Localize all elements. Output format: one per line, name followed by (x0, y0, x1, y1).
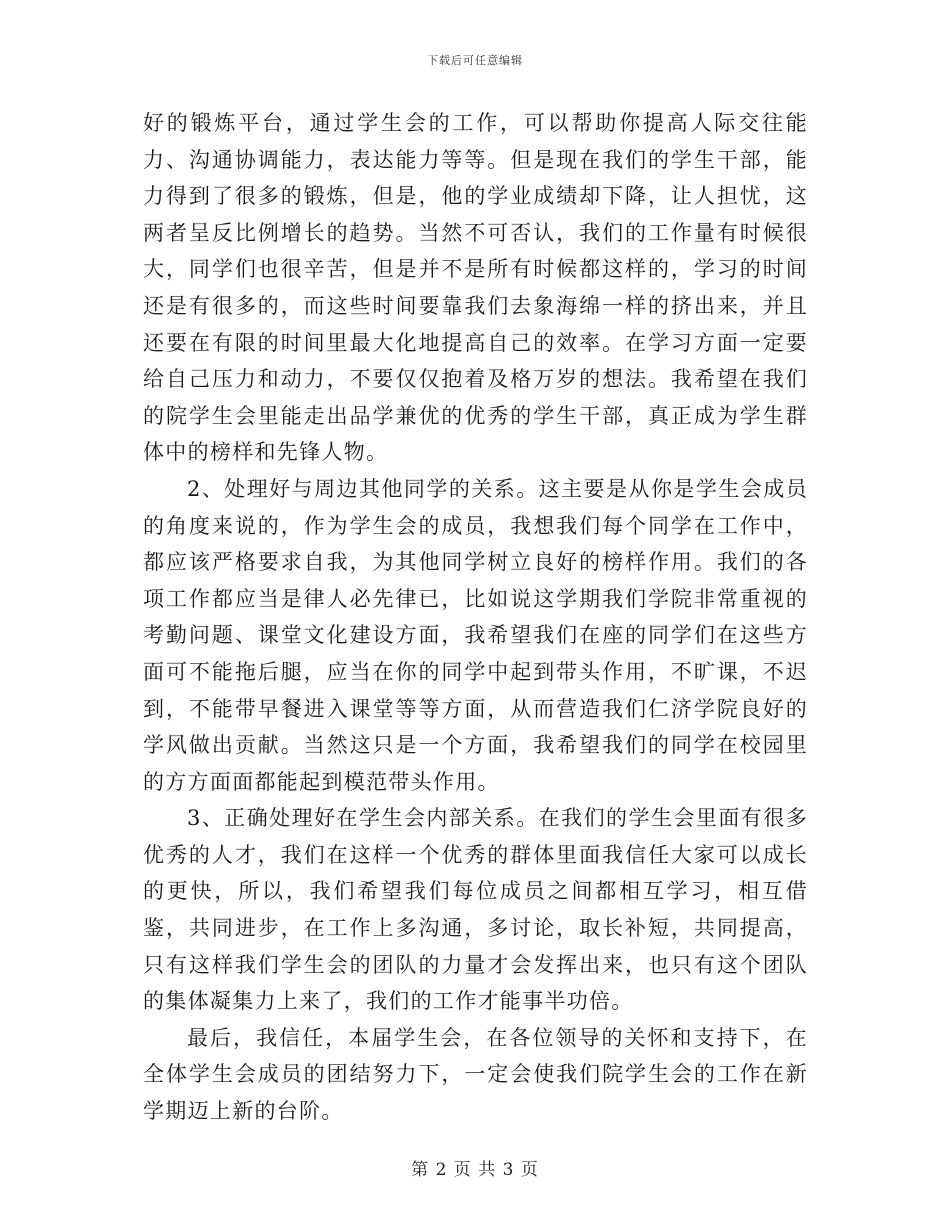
paragraph-point-2: 2、处理好与周边其他同学的关系。这主要是从你是学生会成员的角度来说的，作为学生会的成员，我想我们每个同学在工作中，都应该严格要求自我，为其他同学树立良好的榜样作用。我们的各项工作都应当是律人必先律已，比如说这学期我们学院非常重视的考勤问题、课堂文化建设方面，我希望我们在座的同学们在这些方面可不能拖后腿，应当在你的同学中起到带头作用，不旷课，不迟到，不能带早餐进入课堂等等方面，从而营造我们仁济学院良好的学风做出贡献。当然这只是一个方面，我希望我们的同学在校园里的方方面面都能起到模范带头作用。 (143, 476, 808, 794)
header-note: 下载后可任意编辑 (427, 54, 523, 67)
paragraph-point-3: 3、正确处理好在学生会内部关系。在我们的学生会里面有很多优秀的人才，我们在这样一个优秀的群体里面我信任大家可以成长的更快，所以，我们希望我们每位成员之间都相互学习，相互借鉴，共同进步，在工作上多沟通，多讨论，取长补短，共同提高，只有这样我们学生会的团队的力量才会发挥出来，也只有这个团队的集体凝集力上来了，我们的工作才能事半功倍。 (143, 806, 808, 1014)
paragraph-continued: 好的锻炼平台，通过学生会的工作，可以帮助你提高人际交往能力、沟通协调能力，表达能力等等。但是现在我们的学生干部，能力得到了很多的锻炼，但是，他的学业成绩却下降，让人担忧，这两者呈反比例增长的趋势。当然不可否认，我们的工作量有时候很大，同学们也很辛苦，但是并不是所有时候都这样的，学习的时间还是有很多的，而这些时间要靠我们去象海绵一样的挤出来，并且还要在有限的时间里最大化地提高自己的效率。在学习方面一定要给自己压力和动力，不要仅仅抱着及格万岁的想法。我希望在我们的院学生会里能走出品学兼优的优秀的学生干部，真正成为学生群体中的榜样和先锋人物。 (143, 111, 808, 465)
paragraph-conclusion: 最后，我信任，本届学生会，在各位领导的关怀和支持下，在全体学生会成员的团结努力下，一定会使我们院学生会的工作在新学期迈上新的台阶。 (143, 1025, 808, 1124)
document-body (143, 105, 808, 1130)
page-number-footer: 第 2 页 共 3 页 (411, 1160, 539, 1180)
